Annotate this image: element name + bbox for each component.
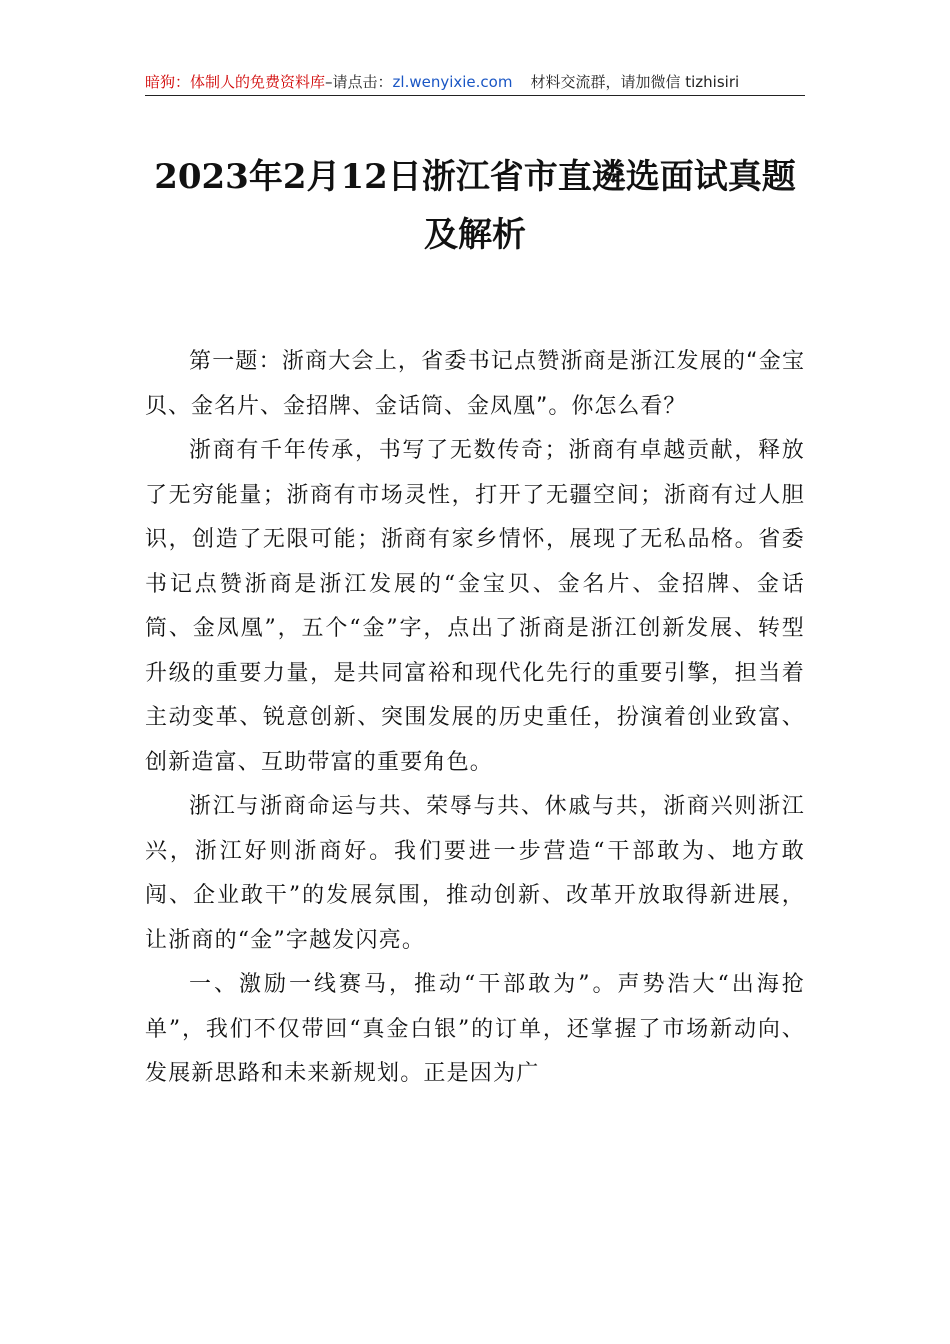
header-link-label: –请点击： [325, 73, 393, 91]
question-paragraph: 第一题：浙商大会上，省委书记点赞浙商是浙江发展的“金宝贝、金名片、金招牌、金话筒、金凤凰”。你怎么看？ [145, 349, 805, 419]
answer-paragraph-1: 浙商有千年传承，书写了无数传奇；浙商有卓越贡献，释放了无穷能量；浙商有市场灵性，打开了无疆空间；浙商有过人胆识，创造了无限可能；浙商有家乡情怀，展现了无私品格。省委书记点赞浙商是浙江发展的“金宝贝、金名片、金招牌、金话筒、金凤凰”，五个“金”字，点出了浙商是浙江创新发展、转型升级的重要力量，是共同富裕和现代化先行的重要引擎，担当着主动变革、锐意创新、突围发展的历史重任，扮演着创业致富、创新造富、互助带富的重要角色。 [145, 438, 805, 775]
answer-paragraph-2: 浙江与浙商命运与共、荣辱与共、休戚与共，浙商兴则浙江兴，浙江好则浙商好。我们要进一步营造“干部敢为、地方敢闯、企业敢干”的发展氛围，推动创新、改革开放取得新进展，让浙商的“金”字越发闪亮。 [145, 794, 805, 953]
title-line-1: 2023年2月12日浙江省市直遴选面试真题 [154, 157, 796, 197]
title-line-2: 及解析 [424, 215, 526, 255]
page-header [145, 70, 805, 96]
header-divider [145, 95, 805, 96]
document-body [145, 340, 805, 1097]
header-link[interactable]: zl.wenyixie.com [392, 73, 513, 91]
document-title [120, 148, 830, 264]
header-prefix: 暗狗：体制人的免费资料库 [145, 73, 326, 91]
answer-paragraph-3: 一、激励一线赛马，推动“干部敢为”。声势浩大“出海抢单”，我们不仅带回“真金白银”的订单，还掌握了市场新动向、发展新思路和未来新规划。正是因为广 [145, 972, 805, 1086]
header-contact: 材料交流群，请加微信 tizhisiri [530, 73, 740, 91]
